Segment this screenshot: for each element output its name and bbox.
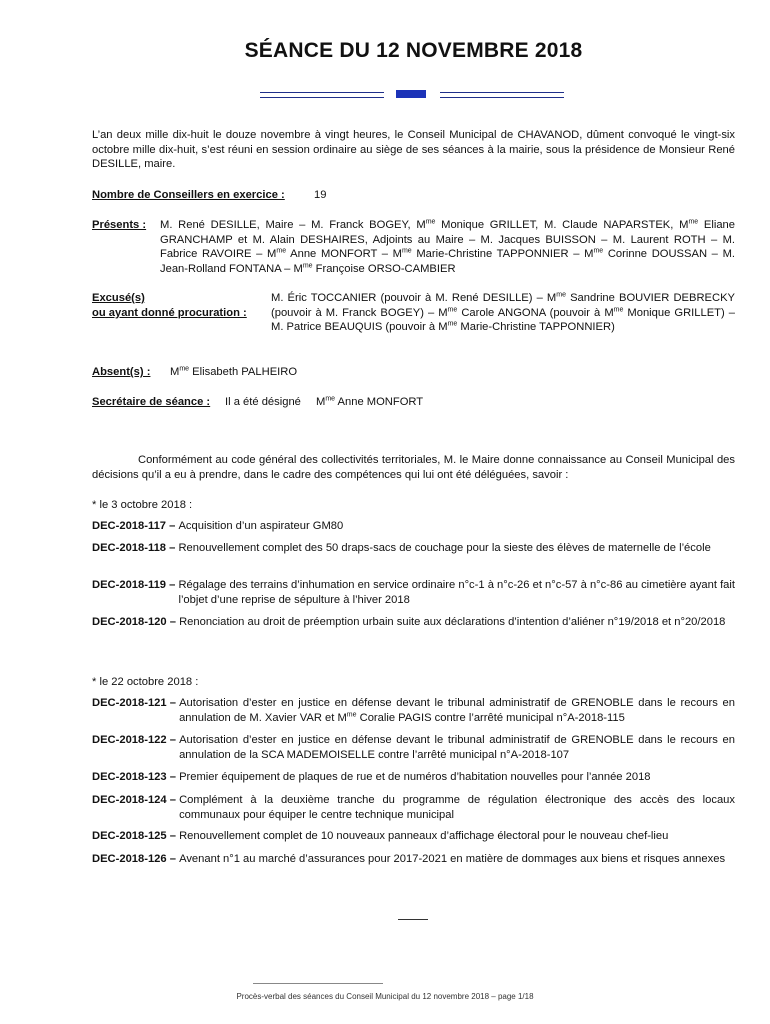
footer-rule bbox=[253, 983, 383, 984]
conseillers-label: Nombre de Conseillers en exercice : bbox=[92, 189, 285, 201]
group2-heading: * le 22 octobre 2018 : bbox=[92, 676, 199, 688]
conseillers-row bbox=[92, 188, 735, 203]
dec-text: Renouvellement complet de 10 nouveaux panneaux d’affichage électoral pour le nouveau chef-lieu bbox=[179, 830, 669, 842]
dec-text: Acquisition d’un aspirateur GM80 bbox=[178, 520, 344, 532]
dec-item-120 bbox=[92, 615, 735, 630]
dec-code: DEC-2018-119 – bbox=[92, 579, 176, 591]
dec-text: Régalage des terrains d’inhumation en service ordinaire n°c-1 à n°c-26 et n°c-57 à n°c-86 au cimetière ayant fait l’objet d’une reprise de sépulture à l’hiver 2018 bbox=[178, 579, 735, 606]
dec-item-124 bbox=[92, 793, 735, 822]
dec-text: Premier équipement de plaques de rue et de numéros d’habitation nouvelles pour l’année 2018 bbox=[179, 771, 651, 783]
excuses-label-2: ou ayant donné procuration : bbox=[92, 306, 247, 319]
title-ornament bbox=[260, 88, 564, 100]
dec-code: DEC-2018-126 – bbox=[92, 853, 176, 865]
dec-text: Renonciation au droit de préemption urbain suite aux déclarations d’intention d’aliéner n°19/2018 et n°20/2018 bbox=[179, 616, 726, 628]
ornament-square bbox=[396, 90, 426, 98]
ornament-line-right bbox=[440, 92, 564, 98]
dec-text: Renouvellement complet des 50 draps-sacs de couchage pour la sieste des élèves de maternelle de l’école bbox=[178, 542, 711, 554]
absents-label: Absent(s) : bbox=[92, 366, 151, 378]
dec-code: DEC-2018-123 – bbox=[92, 771, 176, 783]
dec-item-119 bbox=[92, 578, 735, 607]
excuses-row bbox=[92, 291, 735, 335]
dec-code: DEC-2018-117 – bbox=[92, 520, 176, 532]
conformement-paragraph bbox=[92, 453, 735, 482]
dec-code: DEC-2018-124 – bbox=[92, 794, 176, 806]
ornament-line-left bbox=[260, 92, 384, 98]
secretaire-name: $M^{me}$ Anne MONFORT bbox=[316, 395, 424, 408]
conseillers-value: 19 bbox=[314, 189, 327, 201]
absents-row bbox=[92, 365, 735, 380]
dec-item-117 bbox=[92, 519, 735, 534]
dec-code: DEC-2018-118 – bbox=[92, 542, 176, 554]
conformement-text: Conformément au code général des collectivités territoriales, M. le Maire donne connaissance au Conseil Municipal des décisions qu’il a eu à prendre, dans le cadre des compétences qui lui ont été déléguées, savoir : bbox=[92, 454, 735, 481]
dec-code: DEC-2018-120 – bbox=[92, 616, 176, 628]
dec-item-123 bbox=[92, 770, 735, 785]
presents-label: Présents : bbox=[92, 219, 147, 231]
dec-item-125 bbox=[92, 829, 735, 844]
page-title: SÉANCE DU 12 NOVEMBRE 2018 bbox=[244, 39, 583, 62]
dec-text: Complément à la deuxième tranche du programme de régulation électronique des accès des locaux communaux pour équiper le centre technique municipal bbox=[179, 794, 735, 821]
dec-code: DEC-2018-121 – bbox=[92, 697, 176, 709]
presents-text: M. René DESILLE, Maire – M. Franck BOGEY, $M^{me}$ Monique GRILLET, M. Claude NAPARSTEK, $M^{me}$ Eliane GRANCHAMP et M. Alain DESHAIRES, Adjoints au Maire – M. Jacques BUISSON – M. Laurent ROTH – M. Fabrice RAVOIRE – $M^{me}$ Anne MONFORT – $M^{me}$ Marie-Christine TAPPONNIER – $M^{me}$ Corinne DOUSSAN – M. Jean-Rolland FONTANA – $M^{me}$ Françoise ORSO-CAMBIER bbox=[160, 218, 735, 275]
dec-text: Avenant n°1 au marché d’assurances pour 2017-2021 en matière de dommages aux biens et risques annexes bbox=[179, 853, 726, 865]
presents-row bbox=[92, 218, 735, 276]
dec-text: Autorisation d’ester en justice en défense devant le tribunal administratif de GRENOBLE dans le recours en annulation de M. Xavier VAR et $M^{me}$ Coralie PAGIS contre l’arrêté municipal n°A-2018-115 bbox=[179, 697, 735, 724]
secretaire-row bbox=[92, 395, 735, 410]
page-footer: Procès-verbal des séances du Conseil Municipal du 12 novembre 2018 – page 1/18 bbox=[236, 992, 534, 1001]
dec-code: DEC-2018-122 – bbox=[92, 734, 176, 746]
excuses-label-1: Excusé(s) bbox=[92, 292, 145, 304]
excuses-text: M. Éric TOCCANIER (pouvoir à M. René DESILLE) – $M^{me}$ Sandrine BOUVIER DEBRECKY (pouvoir à M. Franck BOGEY) – $M^{me}$ Carole ANGONA (pouvoir à $M^{me}$ Monique GRILLET) – M. Patrice BEAUQUIS (pouvoir à $M^{me}$ Marie-Christine TAPPONNIER) bbox=[271, 291, 735, 334]
dec-item-126 bbox=[92, 852, 735, 867]
secretaire-label: Secrétaire de séance : bbox=[92, 396, 211, 408]
secretaire-text: Il a été désigné bbox=[225, 396, 301, 408]
intro-text: L’an deux mille dix-huit le douze novembre à vingt heures, le Conseil Municipal de CHAVANOD, dûment convoqué le vingt-six octobre mille dix-huit, s’est réuni en session ordinaire au siège de ses séances à la mairie, sous la présidence de Monsieur René DESILLE, maire. bbox=[92, 129, 735, 171]
dec-item-118 bbox=[92, 541, 735, 556]
dec-text: Autorisation d’ester en justice en défense devant le tribunal administratif de GRENOBLE dans le recours en annulation de la SCA MADEMOISELLE contre l’arrêté municipal n°A-2018-107 bbox=[179, 734, 735, 761]
intro-paragraph bbox=[92, 128, 735, 172]
end-separator bbox=[398, 919, 428, 920]
dec-item-121 bbox=[92, 696, 735, 725]
absents-text: $M^{me}$ Elisabeth PALHEIRO bbox=[170, 365, 298, 378]
dec-code: DEC-2018-125 – bbox=[92, 830, 176, 842]
dec-item-122 bbox=[92, 733, 735, 762]
group1-heading: * le 3 octobre 2018 : bbox=[92, 499, 193, 511]
